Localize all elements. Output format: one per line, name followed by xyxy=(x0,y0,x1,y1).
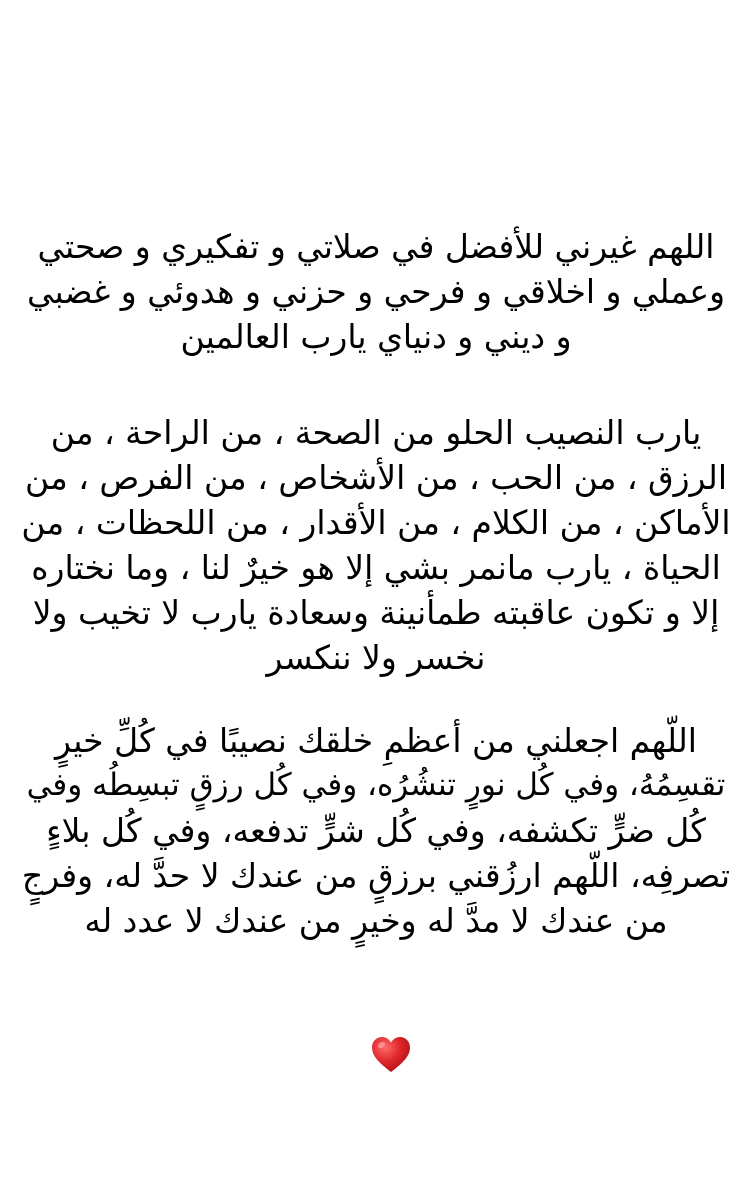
text-line: الأماكن ، من الكلام ، من الأقدار ، من اللحظات ، من xyxy=(21,503,731,542)
dua-paragraph-1 xyxy=(20,224,732,359)
text-line: إلا و تكون عاقبته طمأنينة وسعادة يارب لا تخيب ولا xyxy=(32,593,720,632)
text-line: من عندك لا مدَّ له وخيرٍ من عندك لا عدد له xyxy=(84,901,668,940)
text-line: تصرفِه، اللّهم ارزُقني برزقٍ من عندك لا حدَّ له، وفرجٍ xyxy=(21,856,731,895)
text-line: وعملي و اخلاقي و فرحي و حزني و هدوئي و غضبي xyxy=(26,272,726,311)
text-line: الحياة ، يارب مانمر بشي إلا هو خيرٌ لنا ، وما نختاره xyxy=(31,548,721,587)
text-line: كُل ضرٍّ تكشفه، وفي كُل شرٍّ تدفعه، وفي كُل بلاءٍ xyxy=(46,811,706,850)
dua-paragraph-3 xyxy=(20,718,732,943)
red-heart-icon xyxy=(370,1034,412,1076)
heart-shape xyxy=(372,1037,410,1072)
text-line: نخسر ولا ننكسر xyxy=(266,638,486,677)
text-line: تقسِمُهُ، وفي كُل نورٍ تنشُرُه، وفي كُل رزقٍ تبسِطُه وفي xyxy=(26,767,726,803)
text-line: الرزق ، من الحب ، من الأشخاص ، من الفرص ، من xyxy=(25,458,727,497)
text-line: اللهم غيرني للأفضل في صلاتي و تفكيري و صحتي xyxy=(37,227,715,266)
dua-paragraph-2 xyxy=(20,410,732,680)
text-line: اللّهم اجعلني من أعظمِ خلقك نصيبًا في كُلِّ خيرٍ xyxy=(55,721,697,760)
text-line: و ديني و دنياي يارب العالمين xyxy=(180,317,572,356)
text-line: يارب النصيب الحلو من الصحة ، من الراحة ، من xyxy=(50,413,702,452)
